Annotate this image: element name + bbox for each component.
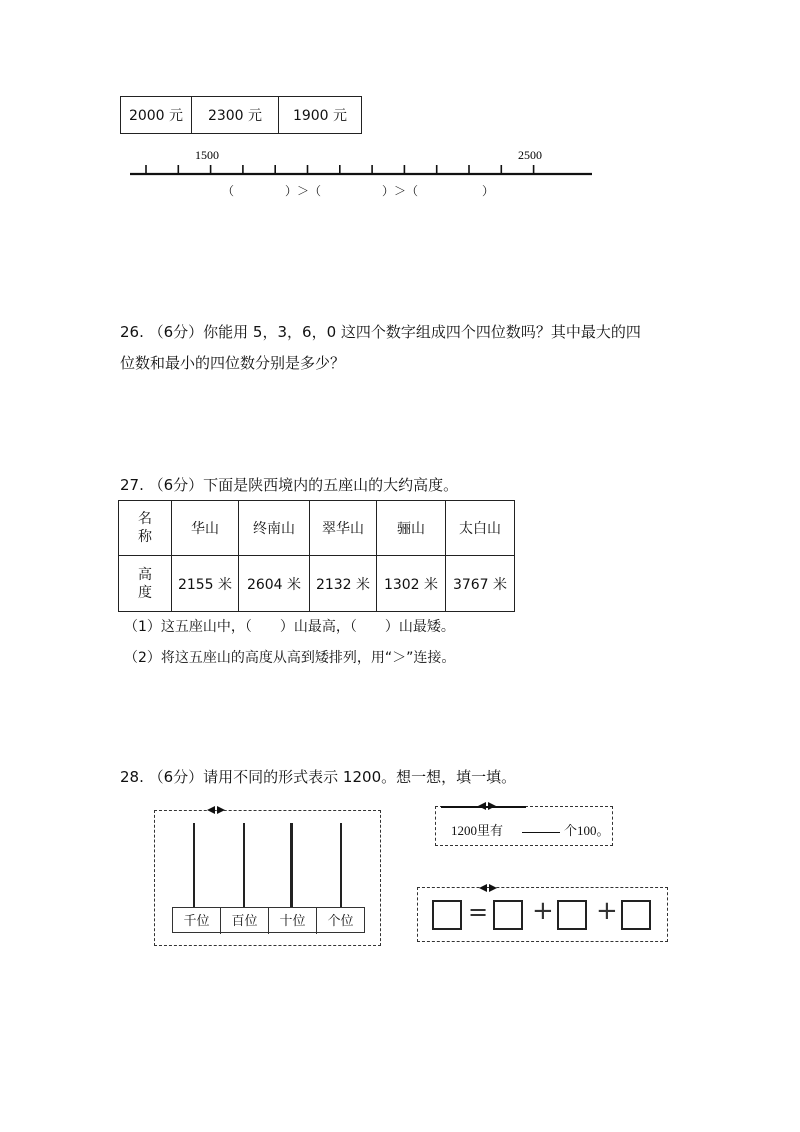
price-cell: 1900 元 [279, 97, 362, 134]
place-label: 十位 [269, 908, 317, 934]
mountain-table [118, 500, 515, 612]
cut-arrow-icon [477, 882, 499, 894]
price-cell: 2000 元 [121, 97, 192, 134]
mountain-height: 3767 米 [446, 556, 515, 612]
abacus-place-labels [172, 907, 365, 933]
answer-blank[interactable] [522, 832, 560, 833]
tick-label-1500: 1500 [195, 148, 219, 162]
answer-box[interactable] [432, 900, 462, 930]
mountain-name: 骊山 [377, 501, 446, 556]
plus-sign: + [532, 896, 554, 926]
plus-sign: + [596, 896, 618, 926]
compare-part: （ [222, 184, 235, 198]
question-27-sub1: （1）这五座山中，（ ）山最高，（ ）山最矮。 [124, 619, 455, 635]
price-cell: 2300 元 [192, 97, 279, 134]
hundreds-text-right: 个100。 [564, 823, 610, 838]
question-28-title: 28. （6分）请用不同的形式表示 1200。想一想，填一填。 [120, 768, 517, 786]
abacus-rod-thousands [193, 823, 195, 908]
answer-box[interactable] [557, 900, 587, 930]
question-26-line2: 位数和最小的四位数分别是多少？ [120, 354, 346, 372]
place-label: 个位 [327, 913, 354, 928]
question-26-line1: 26. （6分）你能用 5，3，6，0 这四个数字组成四个四位数吗？其中最大的四 [120, 323, 641, 341]
equals-sign: = [468, 898, 489, 926]
hundreds-text-left: 1200里有 [451, 823, 504, 838]
mountain-name: 终南山 [239, 501, 310, 556]
cut-arrow-icon [205, 804, 227, 816]
mountain-name: 太白山 [446, 501, 515, 556]
question-27-sub2: （2）将这五座山的高度从高到矮排列，用“＞”连接。 [124, 650, 456, 666]
answer-box[interactable] [493, 900, 523, 930]
place-label: 百位 [221, 908, 269, 934]
question-27-title: 27. （6分）下面是陕西境内的五座山的大约高度。 [120, 476, 459, 494]
mountain-height: 2155 米 [172, 556, 239, 612]
mountain-height: 2604 米 [239, 556, 310, 612]
abacus-rod-tens [290, 823, 293, 908]
mountain-height: 1302 米 [377, 556, 446, 612]
row-header-name: 名 称 [119, 501, 172, 556]
mountain-height: 2132 米 [310, 556, 377, 612]
compare-part: ）＞（ [285, 184, 322, 198]
price-table [120, 96, 362, 134]
compare-part: ）＞（ [382, 184, 419, 198]
cut-arrow-icon [476, 800, 498, 812]
mountain-name: 华山 [172, 501, 239, 556]
mountain-name: 翠华山 [310, 501, 377, 556]
abacus-rod-hundreds [243, 823, 245, 908]
answer-box[interactable] [621, 900, 651, 930]
abacus-rod-ones [340, 823, 342, 908]
compare-part: ） [482, 184, 495, 198]
tick-label-2500: 2500 [518, 148, 542, 162]
row-header-height: 高 度 [119, 556, 172, 612]
place-label: 千位 [173, 908, 221, 934]
